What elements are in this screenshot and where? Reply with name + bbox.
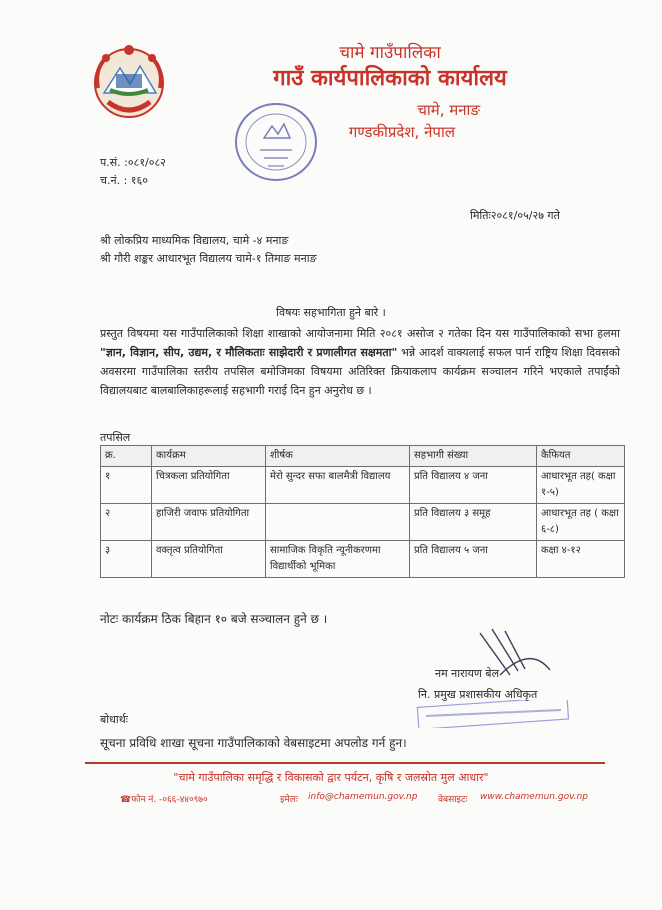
column-header: शीर्षक — [266, 446, 410, 467]
signatory-name: नम नारायण बेल — [435, 667, 500, 680]
body-text-1: प्रस्तुत विषयमा यस गाउँपालिकाको शिक्षा शाखाको आयोजनामा मिति २०८१ असोज २ गतेका दिन यस गाउँपालिकाको सभा हलमा — [100, 327, 620, 340]
program-note: नोटः कार्यक्रम ठिक बिहान १० बजे सञ्चालन हुने छ । — [100, 612, 328, 626]
body-text-2: भन्ने आदर्श वाक्यलाई सफल पार्न राष्ट्रिय शिक्षा दिवसको अवसरमा गाउँपालिका स्तरीय तपसिल बमोजिमका विषयमा अतिरिक्त क्रियाकलाप कार्यक्रम सञ्चालन गरिने भएकाले तपाईंको विद्यालयबाट बालबालिकाहरूलाई सहभागी गराई दिन हुन अनुरोध छ । — [100, 346, 620, 397]
reference-number: प.सं. :०८१/०८२ — [100, 156, 166, 169]
table-cell — [266, 504, 410, 541]
column-header: सहभागी संख्या — [410, 446, 537, 467]
table-cell: आधारभूत तह ( कक्षा ६-८) — [537, 504, 625, 541]
table-header-row — [101, 446, 625, 467]
table-row — [101, 504, 625, 541]
table-cell: वक्तृत्व प्रतियोगिता — [152, 541, 266, 578]
table-cell: आधारभूत तह( कक्षा १-५) — [537, 467, 625, 504]
table-cell: मेरो सुन्दर सफा बालमैत्री विद्यालय — [266, 467, 410, 504]
recipient-1: श्री लोकप्रिय माध्यमिक विद्यालय, चामे -४ मनाङ — [100, 234, 289, 247]
table-cell: २ — [101, 504, 152, 541]
column-header: क्र. — [101, 446, 152, 467]
column-header: कार्यक्रम — [152, 446, 266, 467]
table-cell: हाजिरी जवाफ प्रतियोगिता — [152, 504, 266, 541]
municipality-name: चामे गाउँपालिका — [339, 43, 441, 63]
footer-website[interactable]: www.chamemun.gov.np — [480, 792, 588, 802]
office-seal-icon — [226, 98, 326, 188]
office-location: चामे, मनाङ — [417, 101, 480, 119]
office-province: गण्डकीप्रदेश, नेपाल — [348, 123, 455, 141]
office-title: गाउँ कार्यपालिकाको कार्यालय — [273, 66, 507, 91]
table-cell: १ — [101, 467, 152, 504]
nepal-emblem-icon — [86, 38, 172, 124]
footer-divider — [85, 762, 605, 764]
table-cell: ३ — [101, 541, 152, 578]
footer-phone: ☎फोन नं. -०६६-४४०९७० — [120, 795, 208, 805]
cc-line: सूचना प्रविधि शाखा सूचना गाउँपालिकाको वेबसाइटमा अपलोड गर्न हुन। — [100, 736, 407, 750]
dispatch-number: च.नं. : १६० — [100, 174, 148, 187]
table-caption: तपसिल — [100, 431, 131, 444]
cc-label: बोधार्थः — [100, 713, 128, 726]
table-row — [101, 467, 625, 504]
table-cell: कक्षा ४-१२ — [537, 541, 625, 578]
table-row — [101, 541, 625, 578]
footer-motto: "चामे गाउँपालिका समृद्धि र विकासको द्वार पर्यटन, कृषि र जलस्रोत मुल आधार" — [173, 771, 489, 784]
recipient-2: श्री गौरी शङ्कर आधारभूत विद्यालय चामे-१ तिमाङ मनाङ — [100, 252, 317, 265]
footer-website-label: वेबसाइटः — [438, 795, 468, 805]
slogan-text: "ज्ञान, विज्ञान, सीप, उद्यम, र मौलिकताः साझेदारी र प्रणालीगत सक्षमता" — [100, 346, 398, 359]
footer-email[interactable]: info@chamemun.gov.np — [308, 792, 418, 802]
footer-email-label: इमेलः — [280, 795, 298, 805]
table-cell: प्रति विद्यालय ४ जना — [410, 467, 537, 504]
table-cell: चित्रकला प्रतियोगिता — [152, 467, 266, 504]
signatory-title: नि. प्रमुख प्रशासकीय अधिकृत — [418, 688, 538, 701]
letter-date: मितिः२०८१/०५/२७ गते — [470, 209, 560, 222]
table-cell: सामाजिक विकृति न्यूनीकरणमा विद्यार्थीको भूमिका — [266, 541, 410, 578]
designation-stamp-icon — [416, 700, 576, 728]
column-header: कैफियत — [537, 446, 625, 467]
table-cell: प्रति विद्यालय ३ समूह — [410, 504, 537, 541]
letter-subject: विषयः सहभागिता हुने बारे । — [276, 306, 386, 319]
letter-body — [100, 324, 620, 400]
table-cell: प्रति विद्यालय ५ जना — [410, 541, 537, 578]
program-table — [100, 445, 625, 578]
